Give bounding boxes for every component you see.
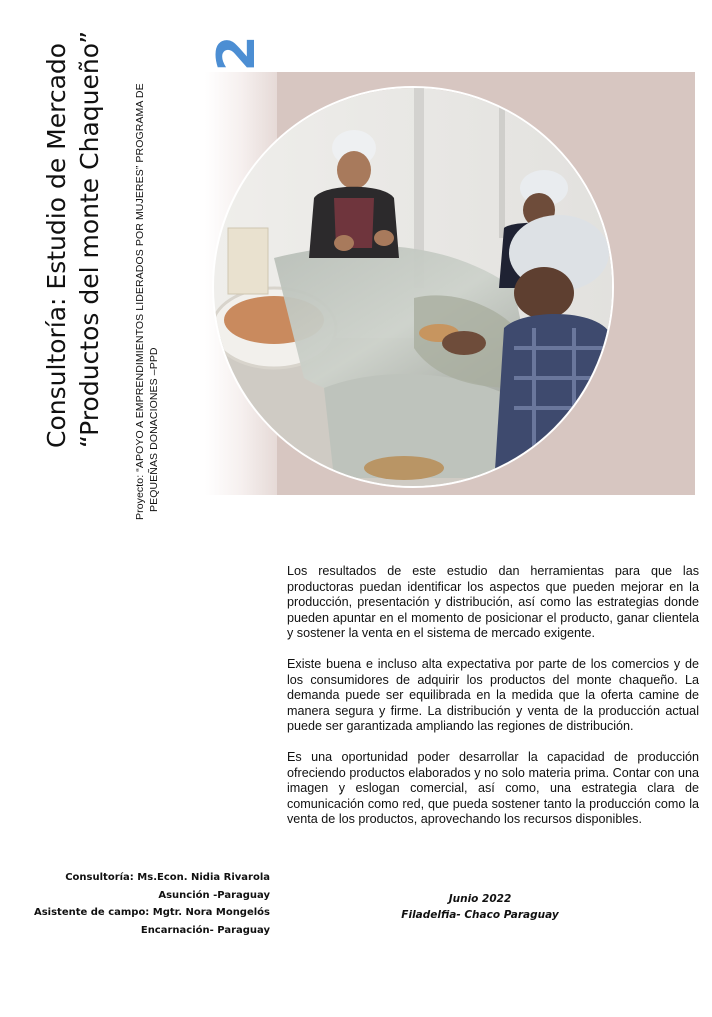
project-caption	[133, 50, 161, 520]
summary-paragraph-2: Existe buena e incluso alta expectativa por parte de los comercios y de los consumidores de adquirir los productos del monte chaqueño. La demanda puede ser equilibrada en la medida que la oferta camine de manera segura y firme. La distribución y venta de la producción actual puede ser garantizada ampliando las regiones de distribución.	[287, 656, 699, 734]
summary-paragraph-1: Los resultados de este estudio dan herramientas para que las productoras puedan identificar los aspectos que pueden mejorar en la producción, presentación y distribución, así como las estrategias donde pueden apuntar en el momento de posicionar el producto, ganar clientela y sostener la venta en el sistema de mercado exigente.	[287, 564, 699, 641]
summary-paragraph-3: Es una oportunidad poder desarrollar la capacidad de producción ofreciendo productos elaborados y no solo materia prima. Contar con una imagen y eslogan comercial, así como, una estrategia clara de comunicación como red, que pueda sostener tanto la producción como la venta de los productos, aprovechando los recursos disponibles.	[287, 749, 699, 827]
credits	[34, 869, 270, 939]
cover-title	[40, 8, 106, 448]
place-line: Filadelfia- Chaco Paraguay	[401, 909, 559, 921]
credit-consultant: Consultoría: Ms.Econ. Nidia Rivarola	[65, 872, 270, 883]
project-caption-line2: PEQUEÑAS DONACIONES –PPD	[148, 347, 160, 512]
credit-assistant: Asistente de campo: Mgtr. Nora Mongelós	[33, 907, 270, 918]
credit-consultant-city: Asunción -Paraguay	[158, 889, 270, 901]
cover-title-line1: Consultoría: Estudio de Mercado	[42, 42, 71, 448]
cover-title-line2: “Productos del monte Chaqueño”	[75, 30, 104, 448]
project-caption-line1: Proyecto: “APOYO A EMPRENDIMIENTOS LIDERADOS POR MUJERES” PROGRAMA DE	[134, 83, 146, 520]
date-place	[380, 891, 580, 923]
cover-photo	[212, 86, 614, 488]
credit-assistant-city: Encarnación- Paraguay	[140, 924, 270, 936]
date-line: Junio 2022	[448, 893, 512, 905]
summary-text	[287, 564, 699, 843]
